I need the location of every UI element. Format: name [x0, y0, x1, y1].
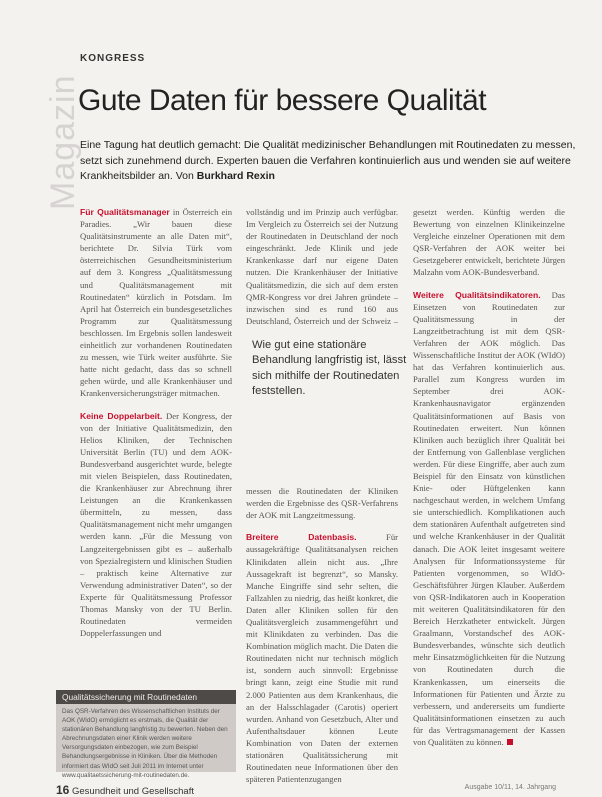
info-box-text: Das QSR-Verfahren des Wissenschaftlichen Instituts der AOK (WIdO) ermöglicht es erstmals, die Qualität der stationären Behandlung langfristig zu bewerten. Neben den Abrechnungsdaten einer Klinik werden weitere Versorgungsdaten einbezogen, wie zum Beispiel Behandlungsergebnisse in Kliniken. Über die Methoden informiert das WIdO seit Juli 2011 im Internet unter www.qualitaetssicherung-mit-routinedaten.de. [62, 708, 228, 779]
paragraph-text: Das Einsetzen von Routinedaten zur Qualitätsmessung in der Langzeitbetrachtung ist mit dem QSR-Verfahren der AOK möglich. Das Wissenschaftliche Institut der AOK (WIdO) hat das Verfahren kontinuierlich aus. Parallel zum Kongress wurden im September drei AOK-Krankenhausnavigator ergänzenden Qualitätsinformationen auf Basis von Routinedaten erweitert. Nun können Kliniken auch bezüglich ihrer Qualität bei der Entfernung von Gallenblase verglichen werden. Für diese Eingriffe, aber auch zum Beispiel für den Einsatz von künstlichen Knie- oder Hüftgelenken kann nachgeschaut werden, in welchem Umfang sie unterschiedlich. Komplikationen auch dem stationären Aufenthalt aufgetreten sind und welche Krankenhäuser in der Qualität danach. Die AOK leitet insgesamt weitere Analysen für Informationssysteme für Patienten vorgenommen, so WIdO-Geschäftsführer Jürgen Klauber. Außerdem von QSR-Indikatoren auch in Kooperation mit weiteren Qualitätsindikatoren für den Bereich Herzkatheter entwickelt. Jürgen Graalmann, Vorstandschef des AOK-Bundesverbandes, wünschte sich deutlich mehr Einsatzmöglichkeiten für die Nutzung von Routinedaten durch die Krankenkassen, um einerseits die Informationen für Patienten und Ärzte zu verbessern, und andererseits um fundierte Qualitätsinformationen einsetzen zu auch für das Vertragsmanagement der Kassen von Qualitäten zu können. [413, 289, 565, 748]
page-number: 16 [56, 783, 70, 797]
column-3 [413, 206, 565, 748]
info-box-title: Qualitätssicherung mit Routinedaten [56, 690, 236, 704]
lead-text: Eine Tagung hat deutlich gemacht: Die Qualität medizinischer Behandlungen mit Routinedaten zu messen, setzt sich zunehmend durch. Experten bauen die Verfahren kontinuierlich aus und wenden sie auf weitere Krankheitsbilder an. Von [80, 139, 576, 182]
column-2 [246, 206, 398, 785]
section-vertical-label: Magazin [44, 74, 82, 210]
paragraph-heading: Keine Doppelarbeit. [80, 410, 163, 421]
paragraph-text: vollständig und im Prinzip auch verfügbar. Im Vergleich zu Österreich sei der Nutzung der Routinedaten in Deutschland der noch eingeschränkt. Jede Klinik und jede Krankenkasse darf nur eigene Daten nutzen. Die Krankenhäuser der Initiative Qualitätsmedizin, die sich auf dem ersten QMR-Kongress vor drei Jahren gründete – inzwischen sind es rund 160 aus Deutschland, Österreich und der Schweiz – [246, 207, 398, 326]
column-paragraph [246, 531, 398, 785]
column-paragraph [80, 206, 232, 400]
column-paragraph [246, 485, 398, 521]
column-paragraph [413, 206, 565, 279]
column-paragraph [413, 289, 565, 749]
paragraph-heading: Für Qualitätsmanager [80, 207, 170, 217]
column-paragraph [246, 206, 398, 339]
paragraph-text: Der Kongress, der von der Initiative Qualitätsmedizin, den Helios Kliniken, der Technischen Universität Berlin (TU) und dem AOK-Bundesverband ausgerichtet wurde, belegte mit vielen Beispielen, dass Routinedaten, die Krankenhäuser zur Abrechnung ihrer Leistungen an die Krankenkassen übermitteln, zu messen, dass Qualitätsmanagement nicht mehr umgangen werden kann. „Für die Messung von Langzeitergebnissen gibt es – außerhalb von Spezialregistern und klinischen Studien – praktisch keine Alternative zur Verwendung administrativer Daten“, so der Experte für Qualitätsmessung Professor Thomas Mansky von der TU Berlin. Routinedaten vermeiden Doppelerfassungen und [80, 410, 233, 639]
publication-name: Gesundheit und Gesellschaft [72, 786, 194, 797]
footer-left [56, 783, 194, 797]
column-1 [80, 206, 232, 639]
end-mark-icon [507, 739, 513, 745]
kicker: KONGRESS [80, 53, 146, 64]
paragraph-text: in Österreich ein Paradies. „Wir bauen diese Qualitätsinstrumente an alle Daten mit“, berichtete Dr. Silvia Türk vom österreichischen Gesundheitsministerium auf dem 3. Kongress „Qualitätsmessung und Qualitätsmanagement mit Routinedaten“ kürzlich in Potsdam. Im April hat Österreich ein bundesgesetzliches Programm zur Qualitätsmessung beschlossen. Im Ergebnis sollen landesweit einheitlich zur vorhandenen Routinedaten zu messen, wie Türk weiter ausführte. Sie hatte nicht gedacht, dass das so schnell gehen würde, und alle Krankenhäuser und Krankenversicherungsträger mitmachen. [80, 207, 232, 399]
info-box [56, 690, 236, 779]
lead-paragraph [80, 138, 580, 185]
paragraph-text: Für aussagekräftige Qualitätsanalysen reichen Klinikdaten allein nicht aus. „Ihre Aussagekraft ist begrenzt“, so Mansky. Manche Eingriffe sind sehr selten, die Fallzahlen zu niedrig, das heißt konkret, die Daten aller Kliniken sollen für den Qualitätsvergleich zusammengeführt und mit Klinikdaten zu verbinden. Das die Kombination möglich macht. Die Daten die Routinedaten nicht nur technisch möglich ist, sondern auch sinnvoll: Ergebnisse bringt kann, zeigt eine Studie mit rund 2.000 Patienten aus dem Krankenhaus, die an der Halsschlagader (Carotis) operiert wurden. Anhand von Gesetzbuch, Alter und Aufenthaltsdauer können Leute Kombination von Daten der externen stationären Qualitätssicherung mit Routinedaten neue Informationen über den späteren Patientenzugangen [246, 532, 398, 785]
paragraph-text: messen die Routinedaten der Kliniken werden die Ergebnisse des QSR-Verfahrens der AOK mit Langzeitmessung. [246, 486, 398, 521]
column-paragraph [80, 410, 232, 640]
author-name: Burkhard Rexin [196, 170, 275, 182]
paragraph-heading: Breitere Datenbasis. [246, 532, 357, 543]
pull-quote: Wie gut eine stationäre Behandlung langfristig ist, lässt sich mithilfe der Routinedaten feststellen. [246, 328, 420, 410]
paragraph-heading: Weitere Qualitätsindikatoren. [413, 289, 541, 300]
page-title: Gute Daten für bessere Qualität [78, 84, 487, 117]
paragraph-text: gesetzt werden. Künftig werden die Bewertung von einzelnen Klinikeinzelne Vergleiche einzelner Operationen mit dem QSR-Verfahren der AOK weiter bei Gesetzgeberer entwickelt, berichtete Jürgen Malzahn vom AOK-Bundesverband. [413, 207, 565, 278]
footer-issue: Ausgabe 10/11, 14. Jahrgang [464, 784, 556, 791]
